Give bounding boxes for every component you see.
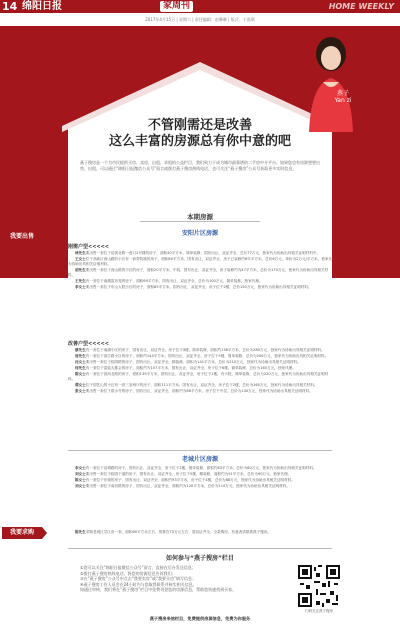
upgrade-heading: 改善户型<<<<< [68,341,109,347]
listing-entry [68,372,332,383]
listing-text: 要出售一套位于临园路的房子，国有出让，双证齐全，精装修，面积为141平方米，总价为210万元，独家代为协助出具相关证明材料。 [85,359,301,364]
sell-tag: 我要出售 [2,231,42,243]
listing-owner: 胡先生 [75,268,86,273]
listing-owner: 蔡先生 [75,348,86,352]
section-name: 家周刊 [160,1,193,12]
howto-heading: 如何参与“燕子搜房”栏目 [166,555,234,562]
listing-entry [68,389,332,394]
divider [68,548,332,549]
listing-entry [68,383,332,388]
footer-slogan: 燕子搜房来信栏目，免费提供房源信息，免费为你服务 [149,616,251,621]
host-portrait [303,32,359,132]
dateline: 2017年4月15日 | 星期六 | 责任编辑：赵琳琳 | 版式：于嘉琪 [145,17,255,22]
intro-paragraph: 燕子搜房是一个为市民提供买房、卖房、出租、求租的公益栏目，我们致力于成为城市最靠谱的二手房中介平台。如果您也有房源想要出售、出租，可以通过“绵阳日报微信公众号”留言或拨打燕子搜房热线电话，也可关注“燕子搜房”公众号获取更多实时信息。 [80,160,320,171]
page-title [80,118,320,150]
listing-owner: 谭女士 [75,382,86,387]
listing-text: 位于园艺山的小区有一套三室两厅的房子，面积111平方米，国有出让，双证齐全，房子位于2楼，总价为165万元，独家代为协助出具相关材料。 [85,382,318,387]
listing-entry [68,360,332,365]
howto-step: ④燕子搜房工作人员会在24小时内与您取得联系并核实相关信息。 [80,581,197,587]
listing-entry [68,257,332,268]
listing-entry [68,484,332,489]
listing-owner: 陈女士 [75,477,86,482]
listing-owner: 周先生 [75,353,86,358]
listing-entry [68,478,332,483]
qr-code-icon[interactable] [298,565,340,607]
listing-owner: 李女士 [75,285,86,290]
listing-text: 求购老城区学区房一套，面积60平方米左右，预算在70万元左右，需双证齐全，全款购房，有意者请联系燕子搜房。 [85,530,272,534]
listing-entry [68,279,332,284]
old-town-list [68,466,332,490]
listing-owner: 张女士 [75,388,86,393]
buy-list [68,530,332,536]
howto-step: ③在“燕子搜房”公众号中点击“我要卖房”或“我要买房”填写信息； [80,576,197,582]
listing-text: 有一套位于富临大都会的房子，面积约为157平方米，国有出让，双证齐全，房子位于6楼，简单装修，总价为160万元，独家代理。 [85,365,296,370]
qr-caption: 扫码关注燕子搜房 [305,609,333,613]
listing-owner: 林先生 [75,251,86,255]
listing-text: 要出售一套位于碧水寺的房子，国有出让，双证齐全，面积约为86平方米，房子位于中层，总价为140万元，独家代为协助出具相关证明材料。 [85,388,313,393]
upgrade-list [68,348,332,395]
howto-steps [80,565,284,593]
listing-entry [68,472,332,477]
area-heading-old-town: 老城片区房源 [181,456,218,463]
listing-owner: 刘女士 [75,483,86,488]
section-heading: 本期房源 [187,213,213,221]
listing-entry [68,251,332,256]
listing-entry [68,530,332,535]
host-badge [318,90,368,104]
paper-name: 绵阳日报 [22,1,62,12]
buy-tag: 我要求购 [2,527,42,539]
listing-text: 要出售一套位于东山大院小区的房子，面积85平方米，国有出让，双证齐全，房子位于2楼，总价150万元，独家代为协助出具相关证明材料。 [85,285,312,290]
listing-entry [68,268,332,279]
listing-text: 要出售一套位于涪滨北路一巷口2号楼的房子，面积40平方米，简单装修，国有出让，双证齐全，总价77万元，独家代为协助出具相关证明材料中。 [85,251,321,255]
listing-text: 有一套位于滨江路小区的房子，面积约144平方米，国有出让，双证齐全，房子位于5楼，简单装修，总价为206万元，独家代为协助出具相关证明材料。 [85,353,329,358]
listing-owner: 何先生 [75,365,86,370]
host-name: 燕子 [336,90,349,97]
listing-owner: 刘女士 [75,471,86,476]
listing-text: 有一套位于滨河北路的房子，面积139平方米，国有出让，双证齐全，房子位于1楼，有小院，简单装修，总价为220万元，独家代为协助出具相关证明材料。 [68,371,329,381]
title-line-1: 不管刚需还是改善 [147,118,252,133]
listing-text: 有一套位于南湖富乐苑的房子，面积69平方米，国有出让，双证齐全，总价为100万元，简单装修，独家代理。 [85,279,263,284]
masthead-bar [0,0,400,13]
listing-entry [68,354,332,359]
rigid-heading: 刚需户型<<<<< [68,244,109,250]
divider [68,450,332,451]
listing-owner: 陈女士 [75,371,86,376]
listing-text: 要出售一套位于临园干道的房子，国有出让，双证齐全，房子位于5楼，精装修，面积约为91平方米，总价为90万元，独家代理。 [85,471,292,476]
listing-text: 有一套位于涪城路的房子，国有出让，双证齐全，房子位于2楼，简单装修，面积约63平方米，总价为60万元，独家代为协助出具相关证明材料。 [85,466,317,470]
page-number: 14 [2,0,18,13]
listing-text: 要出售一套位于西山路的小区的房子，面积20平方米，中装，国有出让，双证齐全，房子装修约为47平方米，总价为170万元，独家代为协助出具相关材料。 [68,268,329,278]
listing-owner: 王先生 [75,279,86,284]
rigid-list [68,251,332,291]
area-heading-anyang: 安阳片区房源 [181,230,218,237]
howto-step: ①您可以关注“绵阳日报微信公众号”留言，直接在后台发送信息； [80,565,196,570]
listing-text: 有一套位于南湖小区的房子，国有出让，双证齐全，房子位于3楼，简单装修，面积约138平方米，总价为280万元，独家代为协助出具相关证明材料。 [85,348,325,352]
section-english: HOME WEEKLY [328,2,394,11]
host-name-en: Yan zi [334,97,352,104]
listing-owner: 沈女士 [75,359,86,364]
listing-text: 有一套位于东街的房子，国有出让，双证齐全，面积约93平方米，房子位于4楼，总价为88万元，独家代为协助出具相关证明材料。 [85,477,295,482]
listing-text: 要出售一套位于南河路的房子，国有出让，双证齐全，面积约为120平方米，总价为110万元，独家代为协助出具相关证明材料。 [85,483,290,488]
listing-owner: 李女士 [75,466,86,470]
listing-entry [68,466,332,471]
howto-step: 如通过审核，我们将在“燕子搜房”栏目中免费刊登您的房源信息，帮助您快速找到买家。 [80,587,237,593]
title-line-2: 这么丰富的房源总有你中意的吧 [108,134,291,149]
divider [140,221,260,222]
listing-text: 位于高新区西山路的小区有一套带院落的房子，面积60平方米，国有出让，双证齐全，房子已装修约6年平方米，总价6万元，单价为2万元/平方米，独家代为协助出具相关证明材料。 [68,256,333,267]
listing-owner: 王女士 [75,256,86,261]
listing-entry [68,348,332,353]
howto-step: ②拨打燕子搜房热线电话，将您的房源信息告诉我们； [80,570,176,576]
listing-entry [68,285,332,290]
listing-entry [68,366,332,371]
listing-owner: 陈先生 [75,530,86,534]
